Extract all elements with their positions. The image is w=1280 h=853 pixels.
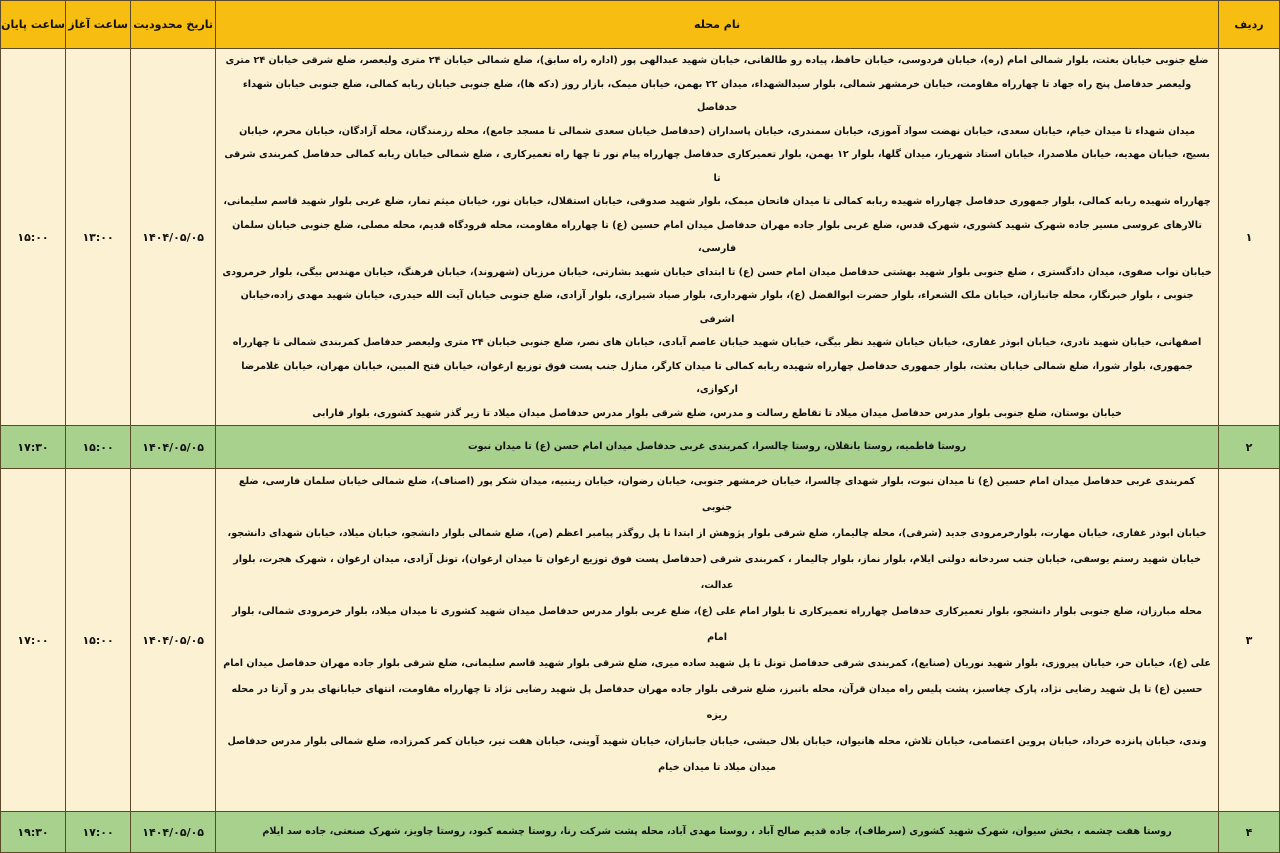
neighborhood-list bbox=[216, 49, 1218, 425]
neighborhood-line: وندی، خیابان پانزده خرداد، خیابان پروین اعتصامی، خیابان تلاش، محله هانیوان، خیابان بلال حبشی، خیابان جانبازان، خیابان شهید آوینی، خیابان هفت تیر، خیابان کمر کمرزاده، ضلع شمالی بلوار مدرس حدفاصل bbox=[227, 736, 1207, 747]
row-number: ۳ bbox=[1218, 469, 1279, 812]
neighborhood-line: تالارهای عروسی مسیر جاده شهرک شهید کشوری، شهرک قدس، ضلع غربی بلوار جاده مهران حدفاصل میدان امام حسین (ع) تا چهارراه مقاومت، محله فرودگاه قدیم، محله مصلی، ضلع جنوبی خیابان سلمان فارسی، bbox=[232, 219, 1203, 254]
table-row bbox=[1, 426, 1280, 469]
neighborhood-line: خیابان ابوذر غفاری، خیابان مهارت، بلوارخرمرودی جدید (شرقی)، محله چالیمار، ضلع شرقی بلوار پژوهش از ابتدا تا پل روگذر پیامبر اعظم (ص)، ضلع شمالی بلوار دانشجو، خیابان میلاد، خیابان شهدای دانشجو، bbox=[227, 528, 1207, 539]
neighborhood-line: میدان شهداء تا میدان خیام، خیابان سعدی، خیابان نهضت سواد آموزی، خیابان سمندری، خیابان پاسداران (حدفاصل خیابان سعدی شمالی تا مسجد جامع)، محله رزمندگان، محله آزادگان، خیابان محرم، خیابان bbox=[239, 125, 1196, 137]
neighborhood-line: چهارراه شهیده ربابه کمالی، بلوار جمهوری حدفاصل چهارراه شهیده ربابه کمالی تا میدان فاتحان میمک، بلوار شهید صدوقی، خیابان استقلال، خیابان نور، خیابان میثم تمار، ضلع غربی بلوار شهید قاسم سلیمانی، bbox=[223, 196, 1211, 207]
neighborhood-line: روستا هفت چشمه ، بخش سیوان، شهرک شهید کشوری (سرطاف)، جاده قدیم صالح آباد ، روستا مهدی آباد، محله پشت شرکت رنا، روستا چشمه کبود، روستا چاویز، شهرک صنعتی، جاده سد ایلام bbox=[262, 826, 1172, 838]
header-start-time: ساعت آغاز bbox=[66, 1, 131, 49]
end-time: ۱۷:۰۰ bbox=[1, 469, 66, 812]
end-time: ۱۵:۰۰ bbox=[1, 49, 66, 426]
header-end-time: ساعت پایان bbox=[1, 1, 66, 49]
table-row bbox=[1, 812, 1280, 853]
neighborhood-line: ضلع جنوبی خیابان بعثت، بلوار شمالی امام (ره)، خیابان فردوسی، خیابان حافظ، پیاده رو طالقانی، خیابان شهید عبدالهی پور (اداره راه سابق)، ضلع شمالی خیابان ۲۴ متری ولیعصر، ضلع شرقی خیابان ۲۴ متری bbox=[225, 55, 1209, 66]
row-number: ۴ bbox=[1218, 812, 1279, 853]
neighborhood-line: خیابان بوستان، ضلع جنوبی بلوار مدرس حدفاصل میدان میلاد تا تقاطع رسالت و مدرس، ضلع شرقی بلوار مدرس حدفاصل میدان میلاد تا زیر گذر شهید کشوری، بلوار فارابی bbox=[312, 407, 1122, 419]
neighborhood-line: بسیج، خیابان مهدیه، خیابان ملاصدرا، خیابان استاد شهریار، میدان گلها، بلوار ۱۲ بهمن، بلوار تعمیرکاری حدفاصل چهارراه پیام نور تا چها راه تعمیرکاری ، ضلع شمالی خیابان ربابه کمالی حدفاصل کمربندی شرقی تا bbox=[224, 149, 1210, 184]
neighborhood-cell bbox=[216, 812, 1219, 853]
start-time: ۱۳:۰۰ bbox=[66, 49, 131, 426]
header-row-number: ردیف bbox=[1218, 1, 1279, 49]
neighborhood-line: اصفهانی، خیابان شهید نادری، خیابان ابوذر غفاری، خیابان خیابان شهید نظر بیگی، خیابان شهید خیابان عاصم آبادی، خیابان های نصر، ضلع جنوبی خیابان ۲۴ متری ولیعصر حدفاصل کمربندی شمالی تا چهارراه bbox=[232, 337, 1202, 348]
neighborhood-line: محله مبارزان، ضلع جنوبی بلوار دانشجو، بلوار تعمیرکاری حدفاصل چهارراه تعمیرکاری تا بلوار امام علی (ع)، ضلع غربی بلوار مدرس حدفاصل میدان شهید کشوری تا میدان میلاد، بلوار خرمرودی شمالی، بلوار امام bbox=[232, 606, 1202, 643]
neighborhood-line: خیابان شهید رستم یوسفی، خیابان جنب سردخانه دولتی ایلام، بلوار نماز، بلوار چالیمار ، کمربندی شرقی (حدفاصل پست فوق توزیع ارغوان تا میدان ارغوان)، تونل آزادی، میدان ارغوان ، شهرک هجرت، بلوار عدالت، bbox=[233, 554, 1201, 591]
neighborhood-line: حسین (ع) تا پل شهید رضایی نژاد، پارک چغاسبز، پشت پلیس راه میدان قرآن، محله بانبرز، ضلع شرقی بلوار جاده مهران حدفاصل پل شهید رضایی نژاد تا چهارراه مقاومت، انتهای خیابانهای بدر و آرتا در محله ریزه bbox=[231, 684, 1203, 721]
header-neighborhood: نام محله bbox=[216, 1, 1219, 49]
restriction-date: ۱۴۰۴/۰۵/۰۵ bbox=[131, 469, 216, 812]
neighborhood-line: ولیعصر حدفاصل پنج راه جهاد تا چهارراه مقاومت، خیابان خرمشهر شمالی، بلوار سیدالشهداء، میدان ۲۲ بهمن، خیابان میمک، بازار روز (دکه ها)، ضلع جنوبی خیابان ربابه کمالی، ضلع جنوبی خیابان شهداء حدفاصل bbox=[242, 78, 1192, 113]
table-row bbox=[1, 469, 1280, 812]
neighborhood-line: کمربندی غربی حدفاصل میدان امام حسین (ع) تا میدان نبوت، بلوار شهدای چالسرا، خیابان خرمشهر جنوبی، خیابان رضوان، خیابان زینبیه، میدان شکر پور (اصناف)، ضلع شمالی خیابان سلمان فارسی، ضلع جنوبی bbox=[238, 476, 1196, 513]
neighborhood-line: جمهوری، بلوار شورا، ضلع شمالی خیابان بعثت، بلوار جمهوری حدفاصل چهارراه شهیده ربابه کمالی تا میدان کارگر، منازل جنب پست فوق توزیع ارغوان، خیابان فتح المبین، خیابان مهران، خیابان غلامرضا ارکوازی، bbox=[241, 360, 1193, 395]
restriction-date: ۱۴۰۴/۰۵/۰۵ bbox=[131, 49, 216, 426]
end-time: ۱۹:۳۰ bbox=[1, 812, 66, 853]
header-date: تاریخ محدودیت bbox=[131, 1, 216, 49]
start-time: ۱۷:۰۰ bbox=[66, 812, 131, 853]
table-row bbox=[1, 49, 1280, 426]
neighborhood-cell bbox=[216, 49, 1219, 426]
neighborhood-line: میدان میلاد تا میدان خیام bbox=[658, 762, 776, 773]
neighborhood-line: علی (ع)، خیابان حر، خیابان پیروزی، بلوار شهید نوریان (صنایع)، کمربندی شرقی حدفاصل تونل تا پل شهید ساده میری، ضلع شرقی بلوار شهید قاسم سلیمانی، ضلع شرقی بلوار جاده مهران حدفاصل میدان امام bbox=[223, 658, 1211, 669]
neighborhood-cell bbox=[216, 469, 1219, 812]
restriction-date: ۱۴۰۴/۰۵/۰۵ bbox=[131, 812, 216, 853]
restriction-date: ۱۴۰۴/۰۵/۰۵ bbox=[131, 426, 216, 469]
end-time: ۱۷:۳۰ bbox=[1, 426, 66, 469]
header-row bbox=[1, 1, 1280, 49]
neighborhood-line: خیابان نواب صفوی، میدان دادگستری ، ضلع جنوبی بلوار شهید بهشتی حدفاصل میدان امام حسن (ع) تا ابتدای خیابان شهید بشارتی، خیابان مرزبان (شهروند)، خیابان فرهنگ، خیابان مهندس بیگی، بلوار خرمرودی bbox=[222, 266, 1212, 278]
start-time: ۱۵:۰۰ bbox=[66, 469, 131, 812]
row-number: ۱ bbox=[1218, 49, 1279, 426]
neighborhood-list bbox=[216, 820, 1218, 844]
row-number: ۲ bbox=[1218, 426, 1279, 469]
neighborhood-cell bbox=[216, 426, 1219, 469]
start-time: ۱۵:۰۰ bbox=[66, 426, 131, 469]
neighborhood-line: جنوبی ، بلوار خبرنگار، محله جانبازان، خیابان ملک الشعراء، بلوار حضرت ابوالفضل (ع)، بلوار شهرداری، بلوار صیاد شیرازی، بلوار آزادی، ضلع جنوبی خیابان آیت الله حیدری، خیابان شهید مهدی زاده،خیابان اشرفی bbox=[240, 290, 1194, 325]
neighborhood-list bbox=[216, 435, 1218, 459]
neighborhood-list bbox=[216, 469, 1218, 811]
neighborhood-line: روستا فاطمیه، روستا بانقلان، روستا چالسرا، کمربندی غربی حدفاصل میدان امام حسن (ع) تا میدان نبوت bbox=[467, 441, 967, 453]
